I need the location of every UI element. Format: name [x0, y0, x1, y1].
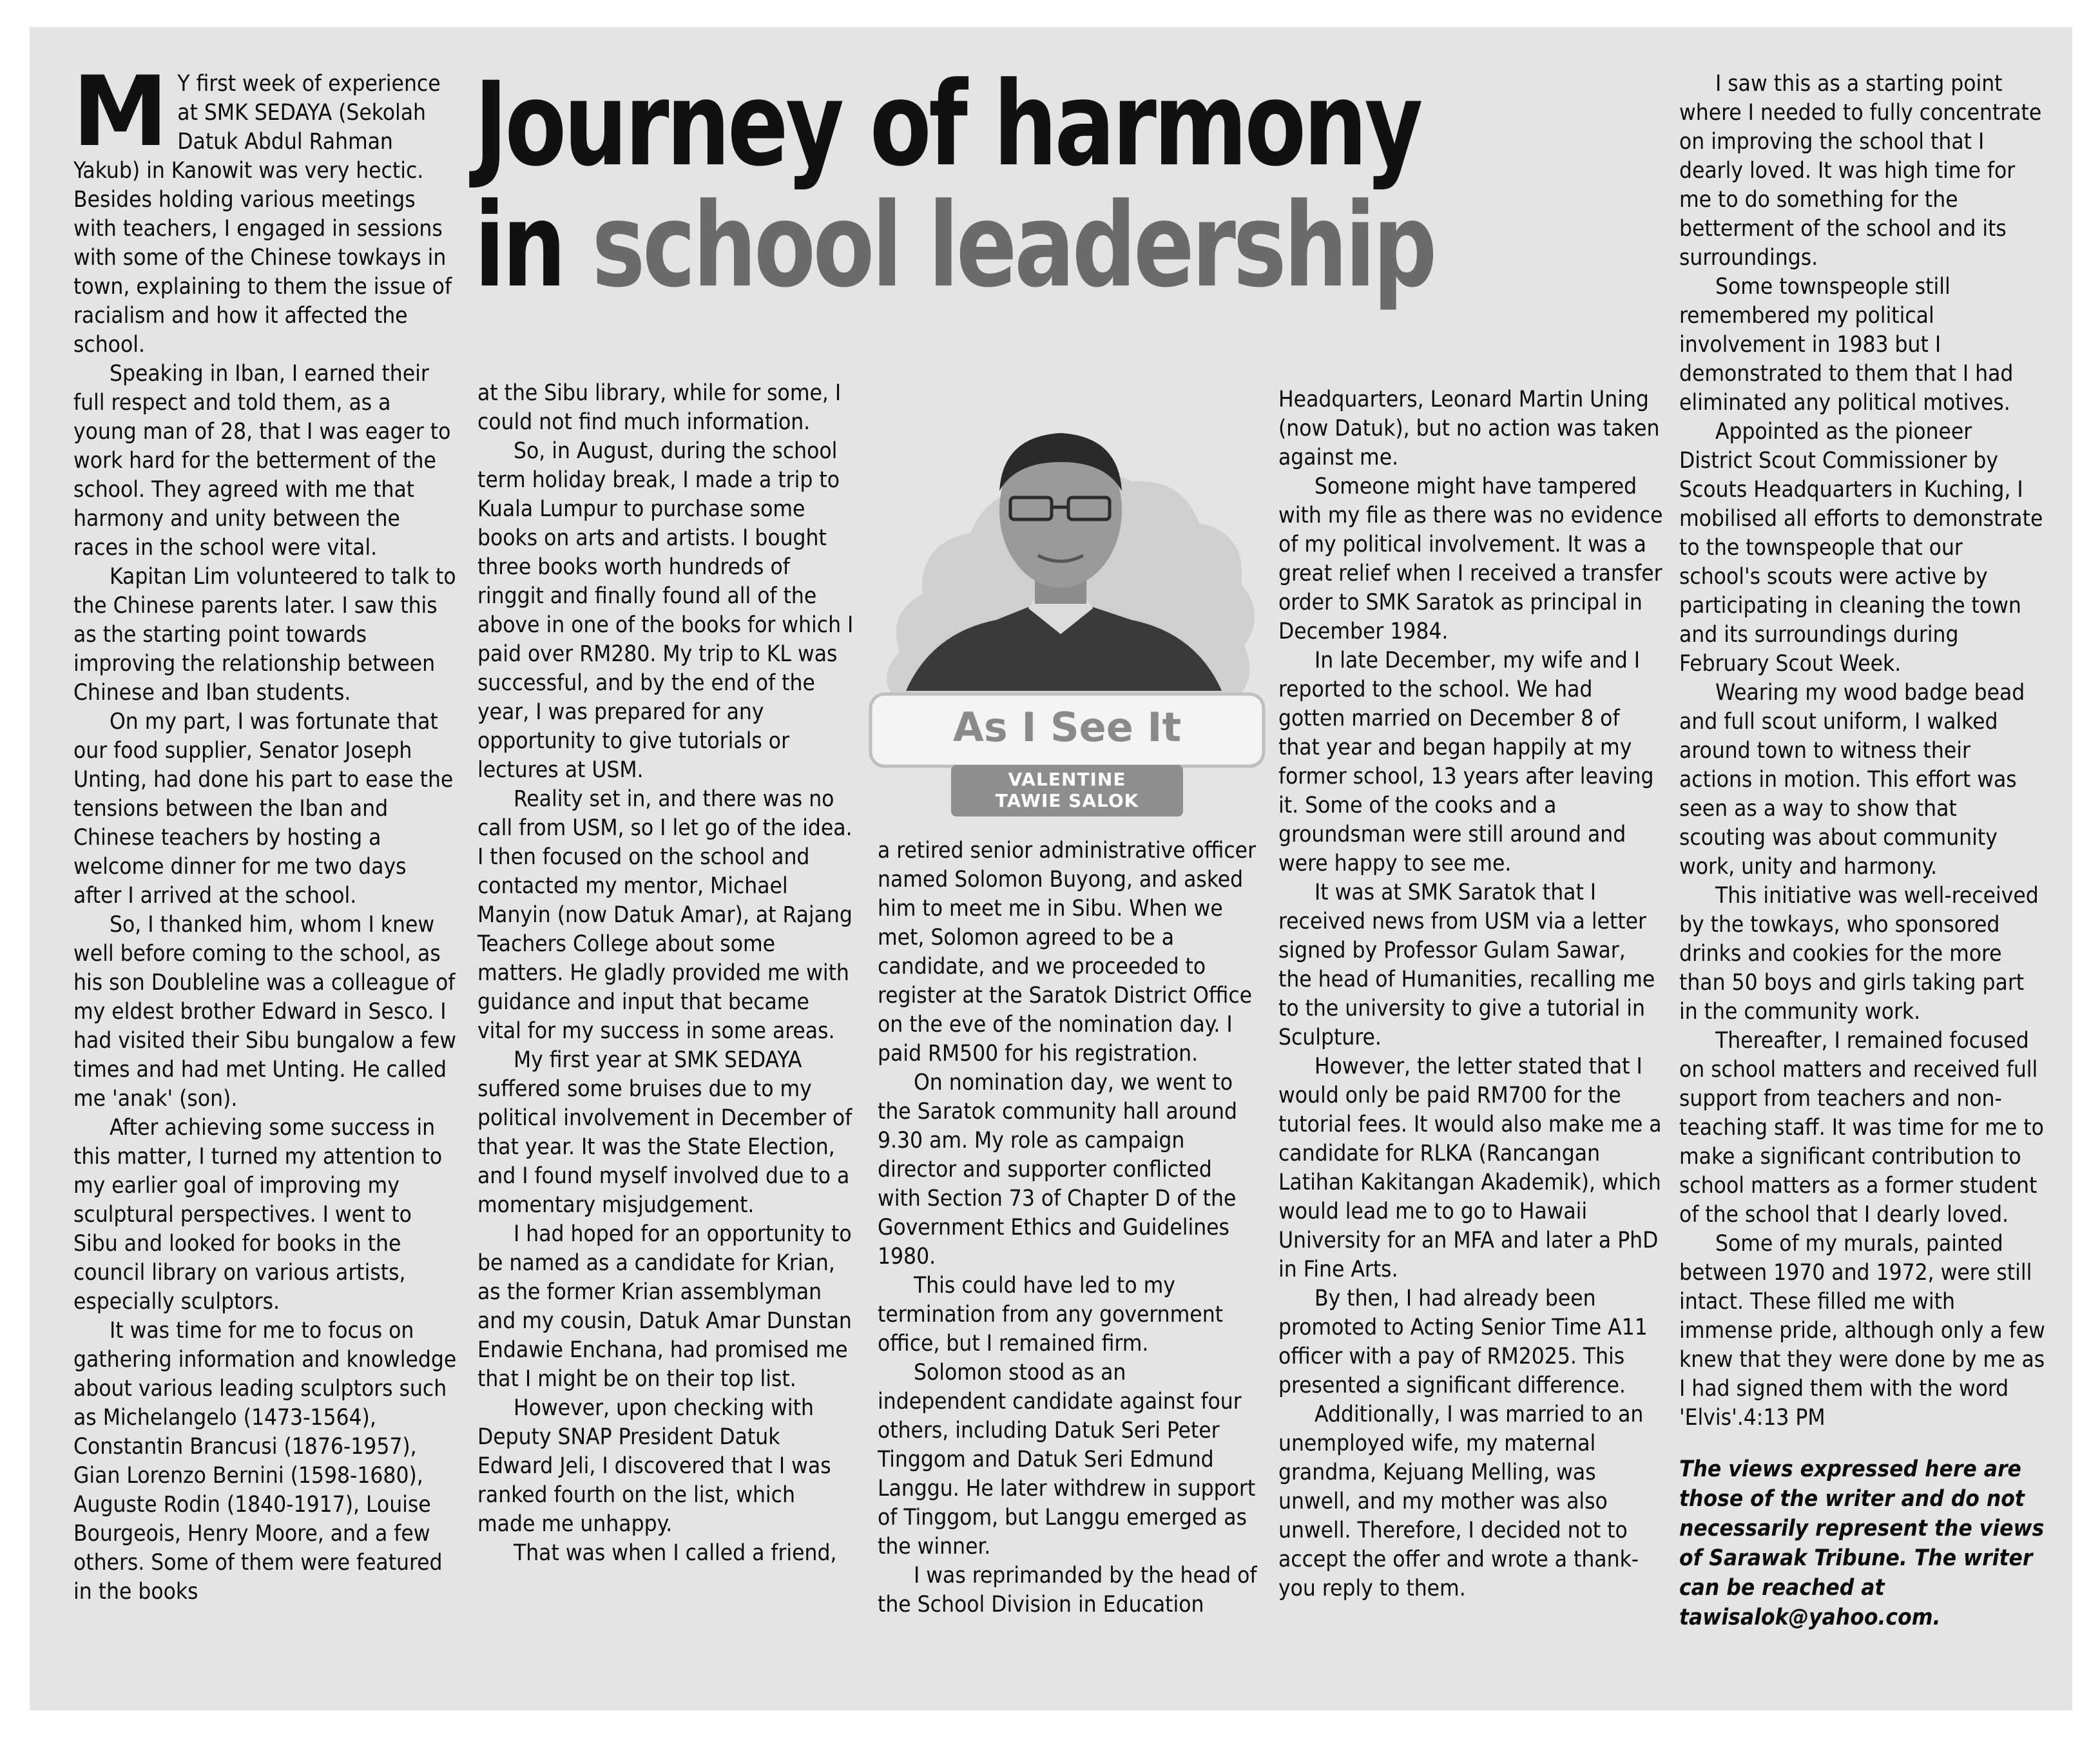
- paragraph: I was reprimanded by the head of the School Division in Education: [878, 1563, 1257, 1617]
- paragraph: Thereafter, I remained focused on school matters and received full support from teachers and non-teaching staff. It was time for me to make a significant contribution to school matters as a former student of the school that I dearly loved.: [1679, 1028, 2044, 1228]
- paragraph: However, the letter stated that I would only be paid RM700 for the tutorial fees. It would also make me a candidate for RLKA (Rancangan Latihan Kakitangan Akademik), which would lead me to go to Hawaii University for an MFA and later a PhD in Fine Arts.: [1278, 1054, 1662, 1282]
- article-column-1: [72, 56, 460, 1607]
- headline: [474, 57, 1591, 313]
- paragraph: So, in August, during the school term holiday break, I made a trip to Kuala Lumpur to purchase some books on arts and artists. I bought three books worth hundreds of ringgit and finally found all of the above in one of the books for which I paid over RM280. My trip to KL was successful, and by the end of the year, I was prepared for any opportunity to give tutorials or lectures at USM.: [477, 438, 854, 783]
- headline-line-2-prefix: in: [474, 179, 592, 313]
- article-column-2: [477, 379, 858, 1568]
- columnist-name-line-1: VALENTINE: [1008, 769, 1126, 790]
- paragraph: In late December, my wife and I reported to the school. We had gotten married on December 8 of that year and began happily at my former school, 13 years after leaving it. Some of the cooks and a groundsman were still around and were happy to see me.: [1278, 648, 1654, 876]
- headline-line-1: Journey of harmony: [474, 57, 1421, 192]
- paragraph: It was at SMK Saratok that I received news from USM via a letter signed by Professor Gulam Sawar, the head of Humanities, recalling me to the university to give a tutorial in Sculpture.: [1278, 880, 1655, 1050]
- paragraph: Some of my murals, painted between 1970 and 1972, were still intact. These filled me with immense pride, although only a few knew that they were done by me as I had signed them with the word 'Elvis'.4:13 PM: [1679, 1231, 2045, 1431]
- first-paragraph: [72, 56, 460, 360]
- headline-line-2-highlight: school leadership: [592, 179, 1434, 313]
- paragraph: a retired senior administrative officer named Solomon Buyong, and asked him to meet me in Sibu. When we met, Solomon agreed to be a candidate, and we proceeded to register at the Saratok District Office on the eve of the nomination day. I paid RM500 for his registration.: [878, 838, 1257, 1067]
- paragraph: Reality set in, and there was no call from USM, so I let go of the idea. I then focused on the school and contacted my mentor, Michael Manyin (now Datuk Amar), at Rajang Teachers College about some matters. He gladly provided me with guidance and input that became vital for my success in some areas.: [477, 786, 853, 1044]
- paragraph: Some townspeople still remembered my political involvement in 1983 but I demonstrated to them that I had eliminated any political motives.: [1679, 274, 2014, 416]
- paragraph: Wearing my wood badge bead and full scout uniform, I walked around town to witness their actions in motion. This effort was seen as a way to show that scouting was about community work, unity and harmony.: [1679, 680, 2025, 880]
- paragraph: On my part, I was fortunate that our food supplier, Senator Joseph Unting, had done his part to ease the tensions between the Iban and Chinese teachers by hosting a welcome dinner for me two days after I arrived at the school.: [73, 709, 454, 909]
- article-column-4: [1278, 385, 1665, 1603]
- paragraph: After achieving some success in this matter, I turned my attention to my earlier goal of improving my sculptural perspectives. I went to Sibu and looked for books in the council library on various artists, especially sculptors.: [73, 1115, 443, 1315]
- paragraph: I had hoped for an opportunity to be named as a candidate for Krian, as the former Krian assemblyman and my cousin, Datuk Amar Dunstan Endawie Enchana, had promised me that I might be on their top list.: [477, 1221, 852, 1392]
- headline-line-2: [474, 179, 1434, 313]
- paragraph: My first year at SMK SEDAYA suffered some bruises due to my political involvement in December of that year. It was the State Election, and I found myself involved due to a momentary misjudgement.: [477, 1047, 853, 1218]
- paragraph: Additionally, I was married to an unemployed wife, my maternal grandma, Kejuang Melling, was unwell, and my mother was also unwell. Therefore, I decided not to accept the offer and wrote a thank-you reply to them.: [1278, 1402, 1644, 1601]
- disclaimer: The views expressed here are those of the writer and do not necessarily represent the views of Sarawak Tribune. The writer can be reached at tawisalok@yahoo.com.: [1679, 1456, 2045, 1630]
- paragraph: However, upon checking with Deputy SNAP President Datuk Edward Jeli, I discovered that I was ranked fourth on the list, which made me unhappy.: [477, 1395, 831, 1537]
- paragraph: Solomon stood as an independent candidate against four others, including Datuk Seri Peter Tinggom and Datuk Seri Edmund Langgu. He later withdrew in support of Tinggom, but Langgu emerged as the winner.: [878, 1360, 1256, 1559]
- first-paragraph-text: Y first week of experience at SMK SEDAYA (Sekolah Datuk Abdul Rahman Yakub) in Kanowit was very hectic. Besides holding various meetings with teachers, I engaged in sessions with some of the Chinese towkays in town, explaining to them the issue of racialism and how it affected the school.: [73, 71, 452, 358]
- article-column-3: [878, 836, 1258, 1619]
- column-logo: As I See It: [952, 704, 1182, 751]
- paragraph: This could have led to my termination from any government office, but I remained firm.: [878, 1273, 1223, 1357]
- paragraph: Appointed as the pioneer District Scout Commissioner by Scouts Headquarters in Kuching, I mobilised all efforts to demonstrate to the townspeople that our school's scouts were active by participating in cleaning the town and its surroundings during February Scout Week.: [1679, 419, 2043, 677]
- paragraph: Speaking in Iban, I earned their full respect and told them, as a young man of 28, that I was eager to work hard for the betterment of the school. They agreed with me that harmony and unity between the races in the school were vital.: [73, 361, 451, 561]
- paragraph: This initiative was well-received by the towkays, who sponsored drinks and cookies for the more than 50 boys and girls taking part in the community work.: [1679, 883, 2039, 1025]
- drop-cap: M: [72, 56, 169, 168]
- paragraph: at the Sibu library, while for some, I could not find much information.: [477, 380, 842, 435]
- article-column-5: [1679, 70, 2047, 1632]
- paragraph: By then, I had already been promoted to Acting Senior Time A11 officer with a pay of RM2025. This presented a significant difference.: [1278, 1286, 1648, 1398]
- columnist-badge: [861, 401, 1273, 811]
- columnist-name-line-2: TAWIE SALOK: [995, 790, 1139, 811]
- paragraph: That was when I called a friend,: [514, 1540, 837, 1566]
- paragraph: Headquarters, Leonard Martin Uning (now Datuk), but no action was taken against me.: [1278, 387, 1660, 470]
- paragraph: I saw this as a starting point where I needed to fully concentrate on improving the school that I dearly loved. It was high time for me to do something for the betterment of the school and its surroundings.: [1679, 71, 2042, 271]
- paragraph: Someone might have tampered with my file as there was no evidence of my political involvement. It was a great relief when I received a transfer order to SMK Saratok as principal in December 1984.: [1278, 474, 1663, 644]
- paragraph: It was time for me to focus on gathering information and knowledge about various leading sculptors such as Michelangelo (1473-1564), Constantin Brancusi (1876-1957), Gian Lorenzo Bernini (1598-1680), Auguste Rodin (1840-1917), Louise Bourgeois, Henry Moore, and a few others. Some of them were featured in the books: [73, 1318, 457, 1605]
- paragraph: So, I thanked him, whom I knew well before coming to the school, as his son Doubleline was a colleague of my eldest brother Edward in Sesco. I had visited their Sibu bungalow a few times and had met Unting. He called me 'anak' (son).: [73, 912, 457, 1112]
- newspaper-clipping: [30, 27, 2072, 1710]
- paragraph: On nomination day, we went to the Saratok community hall around 9.30 am. My role as campaign director and supporter conflicted with Section 73 of Chapter D of the Government Ethics and Guidelines 1980.: [878, 1070, 1237, 1270]
- paragraph: Kapitan Lim volunteered to talk to the Chinese parents later. I saw this as the starting point towards improving the relationship between Chinese and Iban students.: [73, 564, 456, 706]
